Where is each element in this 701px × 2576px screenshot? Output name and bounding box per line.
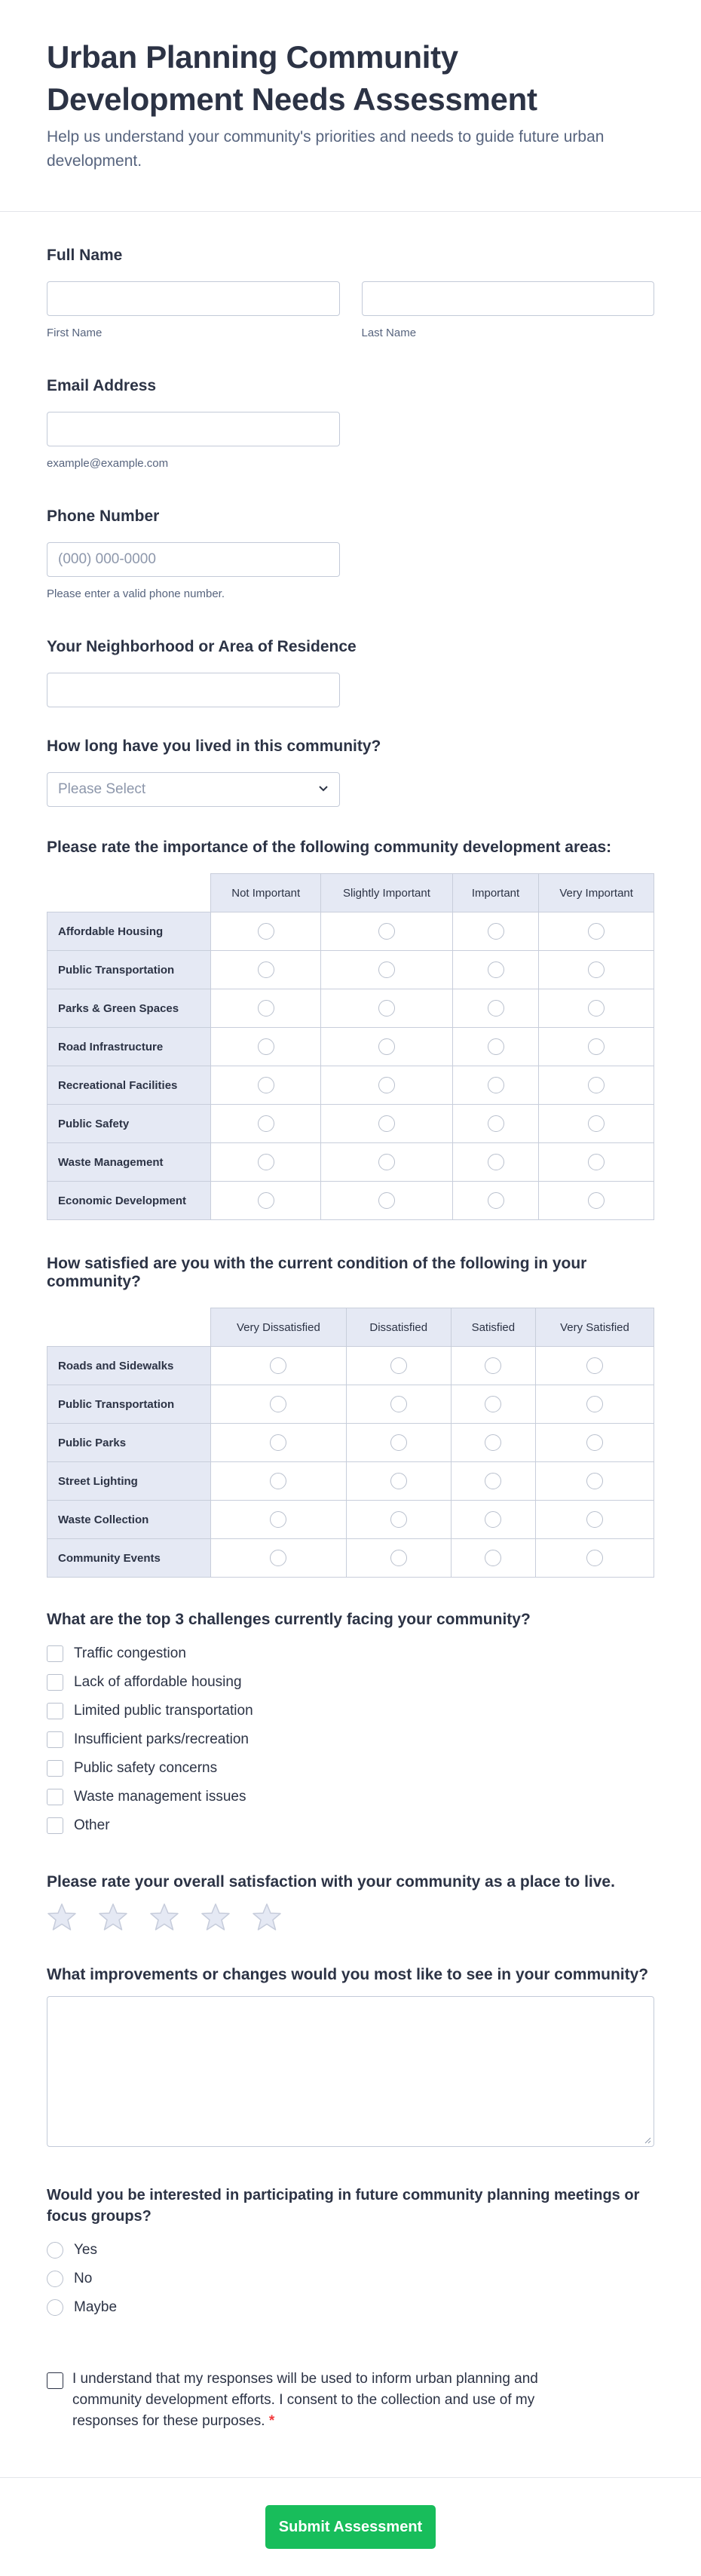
matrix-row [47, 1501, 654, 1539]
matrix-cell [211, 1066, 321, 1105]
star-rating [47, 1902, 654, 1936]
matrix-radio[interactable] [588, 1192, 605, 1209]
matrix-cell [452, 912, 539, 951]
matrix-row [47, 1424, 654, 1462]
matrix-radio[interactable] [378, 923, 395, 940]
radio-option[interactable] [47, 2236, 654, 2265]
matrix-row-header: Affordable Housing [47, 912, 211, 951]
matrix-radio[interactable] [378, 1077, 395, 1093]
matrix-cell [321, 989, 453, 1028]
matrix-cell [452, 1105, 539, 1143]
matrix-cell [452, 1182, 539, 1220]
matrix-row [47, 1347, 654, 1385]
option-label: Maybe [74, 2299, 118, 2315]
matrix-radio[interactable] [258, 1115, 274, 1132]
matrix-radio[interactable] [270, 1511, 286, 1528]
matrix-row-header: Economic Development [47, 1182, 211, 1220]
matrix-row [47, 1143, 654, 1182]
matrix-radio[interactable] [488, 923, 504, 940]
matrix-cell [211, 1424, 347, 1462]
matrix-cell [451, 1424, 535, 1462]
matrix-radio[interactable] [378, 1192, 395, 1209]
matrix-column-header: Not Important [211, 874, 321, 912]
matrix-cell [539, 1143, 654, 1182]
matrix-radio[interactable] [588, 1115, 605, 1132]
matrix-cell [535, 1539, 654, 1578]
matrix-radio[interactable] [258, 1000, 274, 1017]
neighborhood-field [47, 638, 654, 707]
full-name-label: Full Name [47, 247, 123, 264]
matrix-radio[interactable] [586, 1511, 603, 1528]
matrix-row-header: Road Infrastructure [47, 1028, 211, 1066]
matrix-radio[interactable] [485, 1434, 501, 1451]
satisfaction-field [47, 1255, 654, 1578]
matrix-cell [451, 1347, 535, 1385]
matrix-cell [451, 1501, 535, 1539]
participation-field [47, 2185, 654, 2322]
matrix-cell [211, 1182, 321, 1220]
matrix-cell [539, 1028, 654, 1066]
matrix-radio[interactable] [390, 1473, 407, 1489]
matrix-radio[interactable] [390, 1511, 407, 1528]
matrix-cell [346, 1347, 451, 1385]
matrix-cell [211, 1347, 347, 1385]
last-name-sublabel: Last Name [361, 327, 417, 339]
matrix-corner [47, 874, 211, 912]
matrix-cell [346, 1501, 451, 1539]
radio-option[interactable] [47, 2265, 654, 2293]
matrix-cell [211, 1462, 347, 1501]
matrix-radio[interactable] [488, 1000, 504, 1017]
radio-button[interactable] [47, 2242, 63, 2259]
matrix-row-header: Public Parks [47, 1424, 211, 1462]
checkbox-option[interactable] [47, 1725, 654, 1754]
matrix-cell [452, 1028, 539, 1066]
matrix-column-header: Satisfied [451, 1308, 535, 1347]
matrix-radio[interactable] [270, 1357, 286, 1374]
matrix-radio[interactable] [586, 1434, 603, 1451]
matrix-cell [211, 912, 321, 951]
checkbox[interactable] [47, 1789, 63, 1805]
matrix-cell [321, 912, 453, 951]
star-icon[interactable] [98, 1902, 128, 1936]
matrix-radio[interactable] [270, 1396, 286, 1412]
matrix-row-header: Street Lighting [47, 1462, 211, 1501]
matrix-radio[interactable] [258, 1077, 274, 1093]
checkbox-option[interactable] [47, 1783, 654, 1811]
matrix-row [47, 951, 654, 989]
matrix-radio[interactable] [378, 1038, 395, 1055]
matrix-radio[interactable] [586, 1473, 603, 1489]
challenges-options [47, 1639, 654, 1840]
full-name-field [47, 247, 654, 339]
matrix-cell [211, 989, 321, 1028]
improvements-field [47, 1966, 654, 2147]
improvements-label: What improvements or changes would you most like to see in your community? [47, 1966, 649, 1983]
matrix-radio[interactable] [488, 1154, 504, 1170]
matrix-cell [539, 951, 654, 989]
matrix-cell [535, 1424, 654, 1462]
matrix-radio[interactable] [258, 923, 274, 940]
checkbox[interactable] [47, 1703, 63, 1719]
matrix-cell [321, 1182, 453, 1220]
matrix-radio[interactable] [378, 1154, 395, 1170]
matrix-cell [211, 951, 321, 989]
matrix-radio[interactable] [390, 1434, 407, 1451]
form-header [0, 0, 701, 212]
star-icon[interactable] [252, 1902, 282, 1936]
matrix-radio[interactable] [488, 961, 504, 978]
matrix-radio[interactable] [270, 1434, 286, 1451]
first-name-sublabel: First Name [47, 327, 103, 339]
email-label: Email Address [47, 377, 157, 394]
checkbox-option[interactable] [47, 1668, 654, 1697]
matrix-radio[interactable] [485, 1511, 501, 1528]
residence-label: How long have you lived in this community? [47, 738, 381, 755]
matrix-radio[interactable] [588, 1077, 605, 1093]
matrix-row-header: Waste Collection [47, 1501, 211, 1539]
matrix-cell [211, 1143, 321, 1182]
checkbox[interactable] [47, 1817, 63, 1834]
matrix-radio[interactable] [485, 1550, 501, 1566]
matrix-radio[interactable] [588, 923, 605, 940]
overall-label: Please rate your overall satisfaction with your community as a place to live. [47, 1873, 615, 1891]
matrix-cell [539, 1105, 654, 1143]
chevron-down-icon [318, 783, 329, 796]
matrix-row [47, 1105, 654, 1143]
residence-select[interactable] [47, 772, 340, 807]
consent-checkbox[interactable] [47, 2372, 63, 2389]
matrix-cell [451, 1539, 535, 1578]
checkbox[interactable] [47, 1645, 63, 1662]
page-subtitle: Help us understand your community's priorities and needs to guide future urban development. [47, 128, 605, 170]
matrix-radio[interactable] [258, 961, 274, 978]
matrix-radio[interactable] [378, 961, 395, 978]
challenges-field [47, 1611, 654, 1840]
matrix-row-header: Parks & Green Spaces [47, 989, 211, 1028]
matrix-row [47, 912, 654, 951]
option-label: Lack of affordable housing [74, 1674, 242, 1690]
phone-sublabel: Please enter a valid phone number. [47, 587, 225, 600]
matrix-cell [535, 1462, 654, 1501]
matrix-cell [346, 1539, 451, 1578]
option-label: No [74, 2271, 93, 2286]
consent-field [47, 2369, 654, 2432]
matrix-radio[interactable] [485, 1396, 501, 1412]
matrix-radio[interactable] [586, 1550, 603, 1566]
checkbox[interactable] [47, 1760, 63, 1777]
matrix-row [47, 1462, 654, 1501]
importance-label: Please rate the importance of the following community development areas: [47, 839, 612, 856]
checkbox-option[interactable] [47, 1697, 654, 1725]
matrix-radio[interactable] [390, 1396, 407, 1412]
matrix-cell [321, 1066, 453, 1105]
matrix-cell [321, 951, 453, 989]
matrix-cell [321, 1105, 453, 1143]
first-name-input[interactable] [47, 281, 340, 316]
matrix-column-header: Dissatisfied [346, 1308, 451, 1347]
matrix-cell [539, 1182, 654, 1220]
matrix-radio[interactable] [258, 1154, 274, 1170]
matrix-row [47, 1066, 654, 1105]
challenges-label: What are the top 3 challenges currently facing your community? [47, 1611, 531, 1628]
matrix-row [47, 989, 654, 1028]
satisfaction-label: How satisfied are you with the current condition of the following in your community? [47, 1255, 587, 1290]
matrix-radio[interactable] [270, 1550, 286, 1566]
matrix-cell [211, 1028, 321, 1066]
required-mark: * [268, 2413, 275, 2429]
option-label: Insufficient parks/recreation [74, 1731, 249, 1747]
form-footer [0, 2477, 701, 2576]
participation-label: Would you be interested in participating in future community planning meetings or focus groups? [47, 2187, 640, 2225]
matrix-cell [539, 912, 654, 951]
form-body [0, 247, 701, 2432]
neighborhood-input[interactable] [47, 673, 340, 707]
matrix-cell [211, 1105, 321, 1143]
star-icon[interactable] [47, 1902, 77, 1936]
matrix-cell [535, 1347, 654, 1385]
matrix-radio[interactable] [588, 961, 605, 978]
matrix-cell [321, 1028, 453, 1066]
radio-button[interactable] [47, 2271, 63, 2287]
matrix-column-header: Important [452, 874, 539, 912]
option-label: Public safety concerns [74, 1760, 218, 1776]
matrix-row-header: Public Safety [47, 1105, 211, 1143]
matrix-cell [211, 1539, 347, 1578]
matrix-radio[interactable] [586, 1396, 603, 1412]
option-label: Traffic congestion [74, 1645, 186, 1661]
resize-grip-icon[interactable] [644, 2136, 651, 2144]
matrix-cell [451, 1385, 535, 1424]
matrix-cell [535, 1501, 654, 1539]
matrix-cell [346, 1462, 451, 1501]
option-label: Limited public transportation [74, 1703, 253, 1719]
option-label: Other [74, 1817, 110, 1833]
matrix-row-header: Recreational Facilities [47, 1066, 211, 1105]
matrix-cell [452, 1066, 539, 1105]
checkbox-option[interactable] [47, 1754, 654, 1783]
matrix-cell [211, 1501, 347, 1539]
matrix-cell [451, 1462, 535, 1501]
matrix-column-header: Slightly Important [321, 874, 453, 912]
importance-field [47, 839, 654, 1220]
email-input[interactable] [47, 412, 340, 446]
matrix-row [47, 1385, 654, 1424]
page-title: Urban Planning Community Development Needs Assessment [47, 39, 537, 117]
participation-options [47, 2236, 654, 2322]
matrix-cell [452, 951, 539, 989]
matrix-cell [452, 989, 539, 1028]
matrix-cell [346, 1424, 451, 1462]
overall-field [47, 1873, 654, 1936]
phone-field [47, 508, 654, 600]
matrix-radio[interactable] [588, 1154, 605, 1170]
matrix-radio[interactable] [258, 1038, 274, 1055]
option-label: Waste management issues [74, 1789, 246, 1805]
matrix-cell [535, 1385, 654, 1424]
improvements-textarea[interactable] [47, 1996, 654, 2147]
email-field [47, 377, 654, 470]
matrix-radio[interactable] [378, 1115, 395, 1132]
phone-label: Phone Number [47, 508, 160, 525]
matrix-row-header: Public Transportation [47, 951, 211, 989]
matrix-row [47, 1182, 654, 1220]
matrix-row-header: Public Transportation [47, 1385, 211, 1424]
matrix-row [47, 1539, 654, 1578]
matrix-column-header: Very Satisfied [535, 1308, 654, 1347]
matrix-radio[interactable] [390, 1357, 407, 1374]
matrix-cell [346, 1385, 451, 1424]
neighborhood-label: Your Neighborhood or Area of Residence [47, 638, 357, 655]
matrix-cell [211, 1385, 347, 1424]
email-sublabel: example@example.com [47, 457, 169, 470]
matrix-radio[interactable] [270, 1473, 286, 1489]
option-label: Yes [74, 2242, 97, 2258]
checkbox-option[interactable] [47, 1639, 654, 1668]
checkbox[interactable] [47, 1731, 63, 1748]
satisfaction-matrix [47, 1308, 654, 1578]
matrix-radio[interactable] [488, 1192, 504, 1209]
matrix-row-header: Roads and Sidewalks [47, 1347, 211, 1385]
matrix-row-header: Waste Management [47, 1143, 211, 1182]
phone-input[interactable]: (000) 000-0000 [47, 542, 340, 577]
matrix-radio[interactable] [488, 1077, 504, 1093]
matrix-radio[interactable] [588, 1000, 605, 1017]
checkbox-option[interactable] [47, 1811, 654, 1840]
matrix-column-header: Very Dissatisfied [211, 1308, 347, 1347]
submit-button[interactable]: Submit Assessment [265, 2505, 436, 2549]
residence-select-value: Please Select [58, 781, 146, 797]
matrix-radio[interactable] [485, 1473, 501, 1489]
last-name-input[interactable] [362, 281, 655, 316]
matrix-cell [539, 989, 654, 1028]
importance-matrix [47, 873, 654, 1220]
matrix-radio[interactable] [390, 1550, 407, 1566]
matrix-radio[interactable] [485, 1357, 501, 1374]
matrix-radio[interactable] [588, 1038, 605, 1055]
star-icon[interactable] [149, 1902, 179, 1936]
checkbox[interactable] [47, 1674, 63, 1691]
matrix-cell [539, 1066, 654, 1105]
radio-option[interactable] [47, 2293, 654, 2322]
matrix-row [47, 1028, 654, 1066]
matrix-radio[interactable] [258, 1192, 274, 1209]
matrix-cell [452, 1143, 539, 1182]
matrix-radio[interactable] [378, 1000, 395, 1017]
matrix-corner [47, 1308, 211, 1347]
matrix-row-header: Community Events [47, 1539, 211, 1578]
matrix-radio[interactable] [586, 1357, 603, 1374]
consent-text: I understand that my responses will be used to inform urban planning and community development efforts. I consent to the collection and use of my responses for these purposes. [72, 2371, 538, 2429]
matrix-radio[interactable] [488, 1038, 504, 1055]
matrix-radio[interactable] [488, 1115, 504, 1132]
residence-field [47, 738, 654, 807]
radio-button[interactable] [47, 2299, 63, 2316]
star-icon[interactable] [201, 1902, 231, 1936]
matrix-cell [321, 1143, 453, 1182]
matrix-column-header: Very Important [539, 874, 654, 912]
